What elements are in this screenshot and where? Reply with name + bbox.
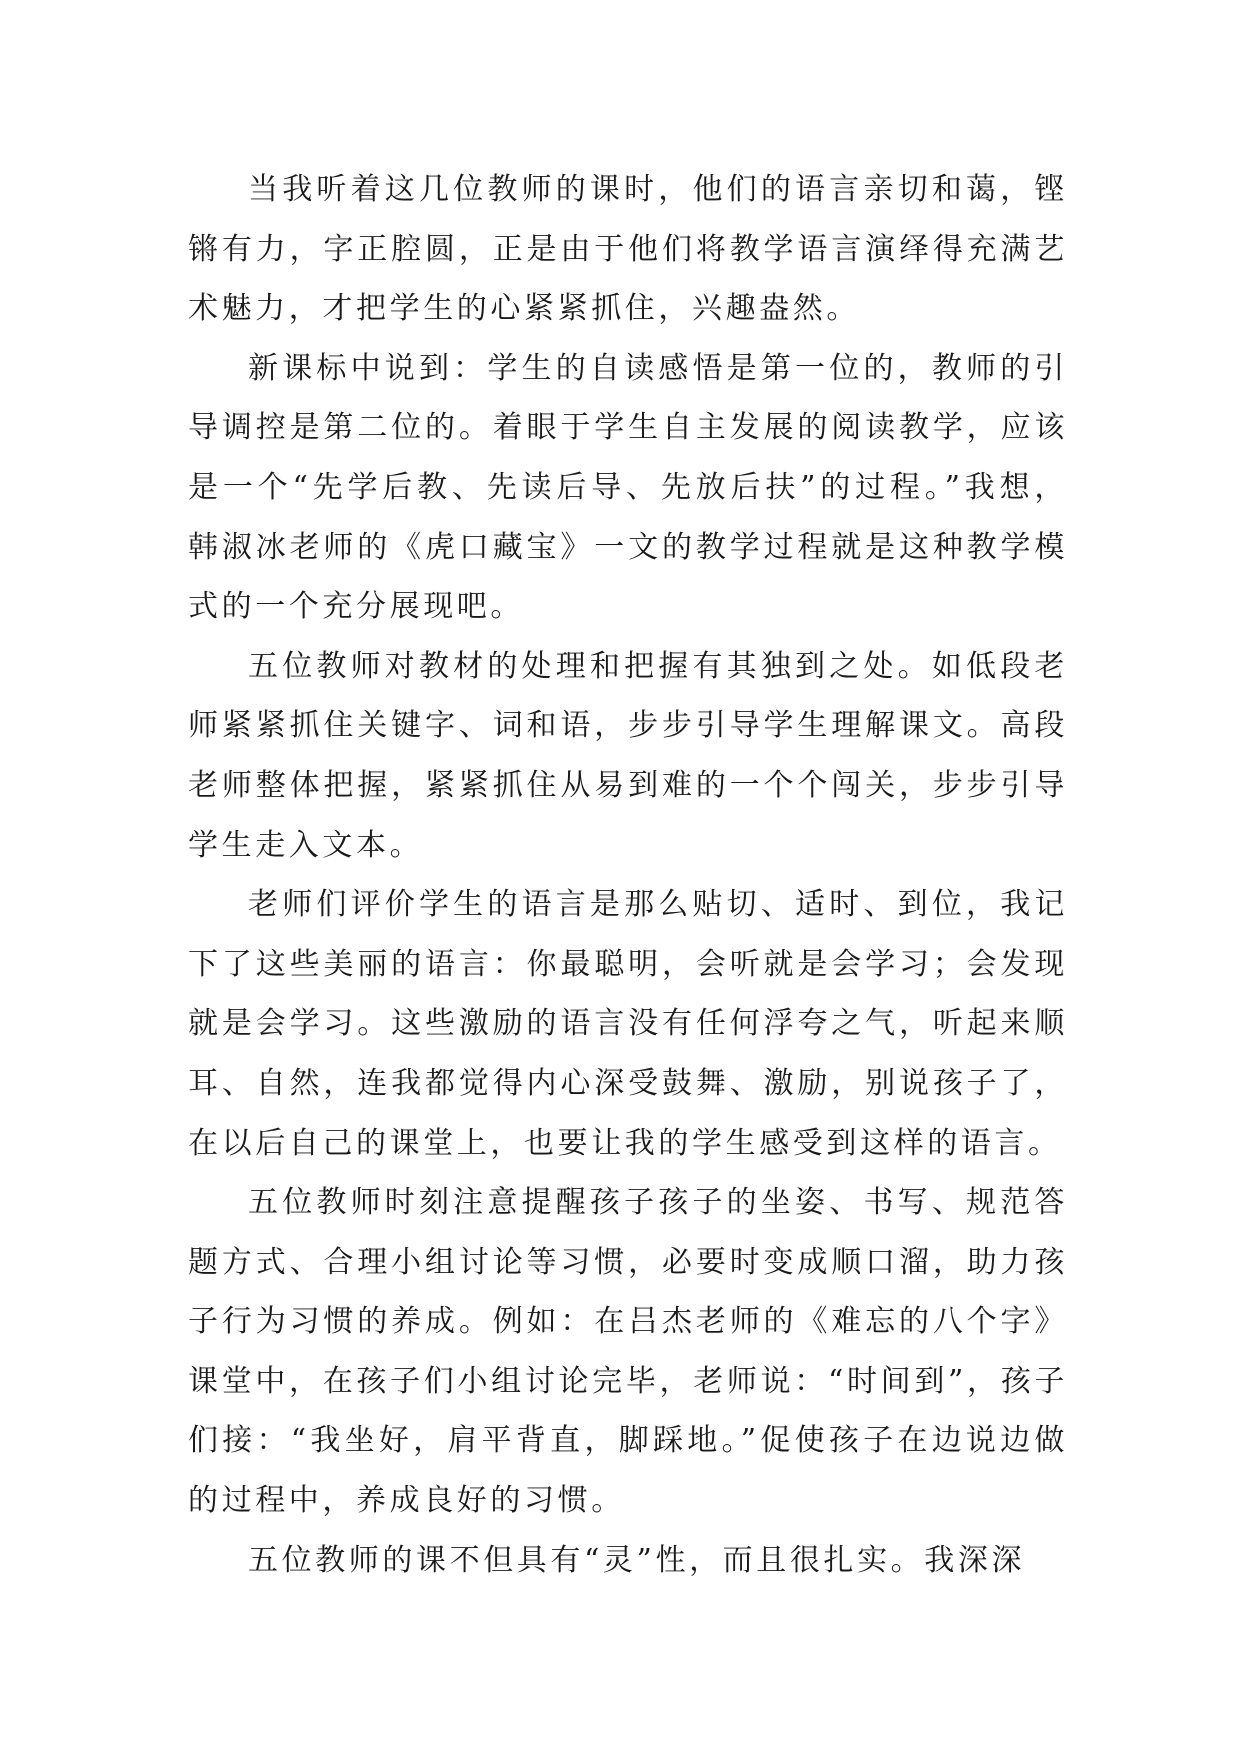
document-body	[188, 160, 1068, 1590]
paragraph-4: 老师们评价学生的语言是那么贴切、适时、到位，我记下了这些美丽的语言：你最聪明，会听就是会学习；会发现就是会学习。这些激励的语言没有任何浮夸之气，听起来顺耳、自然，连我都觉得内心深受鼓舞、激励，别说孩子了，在以后自己的课堂上，也要让我的学生感受到这样的语言。	[188, 887, 1068, 1161]
paragraph-2: 新课标中说到：学生的自读感悟是第一位的，教师的引导调控是第二位的。着眼于学生自主发展的阅读教学，应该是一个“先学后教、先读后导、先放后扶”的过程。”我想，韩淑冰老师的《虎口藏宝》一文的教学过程就是这种教学模式的一个充分展现吧。	[188, 350, 1068, 625]
paragraph-5: 五位教师时刻注意提醒孩子孩子的坐姿、书写、规范答题方式、合理小组讨论等习惯，必要时变成顺口溜，助力孩子行为习惯的养成。例如：在吕杰老师的《难忘的八个字》课堂中，在孩子们小组讨论完毕，老师说：“时间到”，孩子们接：“我坐好，肩平背直，脚踩地。”促使孩子在边说边做的过程中，养成良好的习惯。	[188, 1185, 1068, 1519]
paragraph-6: 五位教师的课不但具有“灵”性，而且很扎实。我深深	[248, 1542, 1026, 1578]
paragraph-3: 五位教师对教材的处理和把握有其独到之处。如低段老师紧紧抓住关键字、词和语，步步引导学生理解课文。高段老师整体把握，紧紧抓住从易到难的一个个闯关，步步引导学生走入文本。	[188, 648, 1068, 863]
paragraph-1: 当我听着这几位教师的课时，他们的语言亲切和蔼，铿锵有力，字正腔圆，正是由于他们将教学语言演绎得充满艺术魅力，才把学生的心紧紧抓住，兴趣盎然。	[188, 172, 1068, 327]
